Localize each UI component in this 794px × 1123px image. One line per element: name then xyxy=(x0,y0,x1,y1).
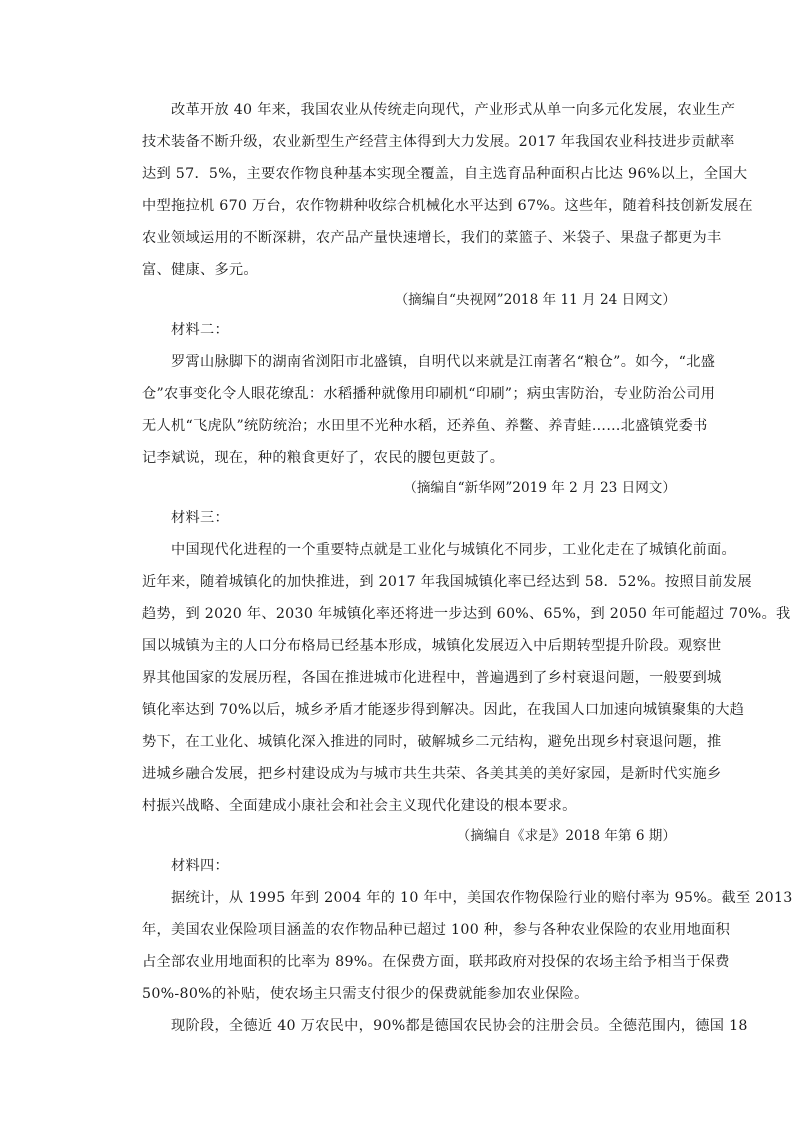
paragraph-3-line-8: 进城乡融合发展，把乡村建设成为与城市共生共荣、各美其美的美好家园，是新时代实施乡 xyxy=(142,766,722,782)
source-citation-1: （摘编自“央视网”2018 年 11 月 24 日网文） xyxy=(394,292,676,308)
paragraph-4-line-2: 年，美国农业保险项目涵盖的农作物品种已超过 100 种，参与各种农业保险的农业用地面积 xyxy=(142,922,731,938)
paragraph-1-line-5: 农业领域运用的不断深耕，农产品产量快速增长，我们的菜篮子、米袋子、果盘子都更为丰 xyxy=(142,230,722,246)
paragraph-2-line-2: 仓”农事变化令人眼花缭乱：水稻播种就像用印刷机“印刷”；病虫害防治，专业防治公司用 xyxy=(142,386,716,402)
material-4-heading: 材料四： xyxy=(142,858,229,874)
paragraph-1-line-6: 富、健康、多元。 xyxy=(142,262,258,278)
paragraph-4-line-1: 据统计，从 1995 年到 2004 年的 10 年中，美国农作物保险行业的赔付率为 95%。截至 2013 xyxy=(142,890,793,906)
paragraph-3-line-3: 趋势，到 2020 年、2030 年城镇化率还将进一步达到 60%、65%，到 2050 年可能超过 70%。我 xyxy=(142,606,791,622)
paragraph-1-line-3: 达到 57．5%，主要农作物良种基本实现全覆盖，自主选育品种面积占比达 96%以上，全国大 xyxy=(142,166,748,182)
paragraph-3-line-5: 界其他国家的发展历程，各国在推进城市化进程中，普遍遇到了乡村衰退问题，一般要到城 xyxy=(142,670,722,686)
material-3-heading: 材料三： xyxy=(142,510,229,526)
paragraph-3-line-1: 中国现代化进程的一个重要特点就是工业化与城镇化不同步，工业化走在了城镇化前面。 xyxy=(142,542,736,558)
paragraph-3-line-4: 国以城镇为主的人口分布格局已经基本形成，城镇化发展迈入中后期转型提升阶段。观察世 xyxy=(142,638,722,654)
paragraph-1-line-1: 改革开放 40 年来，我国农业从传统走向现代，产业形式从单一向多元化发展，农业生产 xyxy=(142,102,736,118)
paragraph-2-line-1: 罗霄山脉脚下的湖南省浏阳市北盛镇，自明代以来就是江南著名“粮仓”。如今，“北盛 xyxy=(142,354,716,370)
paragraph-3-line-7: 势下，在工业化、城镇化深入推进的同时，破解城乡二元结构，避免出现乡村衰退问题，推 xyxy=(142,734,722,750)
paragraph-4-line-3: 占全部农业用地面积的比率为 89%。在保费方面，联邦政府对投保的农场主给予相当于保费 xyxy=(142,954,730,970)
paragraph-4-line-4: 50%-80%的补贴，使农场主只需支付很少的保费就能参加农业保险。 xyxy=(142,986,589,1002)
paragraph-2-line-3: 无人机“飞虎队”统防统治；水田里不光种水稻，还养鱼、养鳖、养青蛙……北盛镇党委书 xyxy=(142,418,708,434)
paragraph-3-line-2: 近年来，随着城镇化的加快推进，到 2017 年我国城镇化率已经达到 58．52%。按照目前发展 xyxy=(142,574,752,590)
material-2-heading: 材料二： xyxy=(142,322,229,338)
paragraph-1-line-2: 技术装备不断升级，农业新型生产经营主体得到大力发展。2017 年我国农业科技进步贡献率 xyxy=(142,134,735,150)
source-citation-3: （摘编自《求是》2018 年第 6 期） xyxy=(456,828,676,844)
paragraph-3-line-6: 镇化率达到 70%以后，城乡矛盾才能逐步得到解决。因此，在我国人口加速向城镇聚集的大趋 xyxy=(142,702,745,718)
paragraph-5-line-1: 现阶段，全德近 40 万农民中，90%都是德国农民协会的注册会员。全德范围内，德国 18 xyxy=(142,1018,748,1034)
paragraph-1-line-4: 中型拖拉机 670 万台，农作物耕种收综合机械化水平达到 67%。这些年，随着科技创新发展在 xyxy=(142,198,753,214)
source-citation-2: （摘编自“新华网”2019 年 2 月 23 日网文） xyxy=(403,480,676,496)
paragraph-2-line-4: 记李斌说，现在，种的粮食更好了，农民的腰包更鼓了。 xyxy=(142,450,505,466)
paragraph-3-line-9: 村振兴战略、全面建成小康社会和社会主义现代化建设的根本要求。 xyxy=(142,798,577,814)
